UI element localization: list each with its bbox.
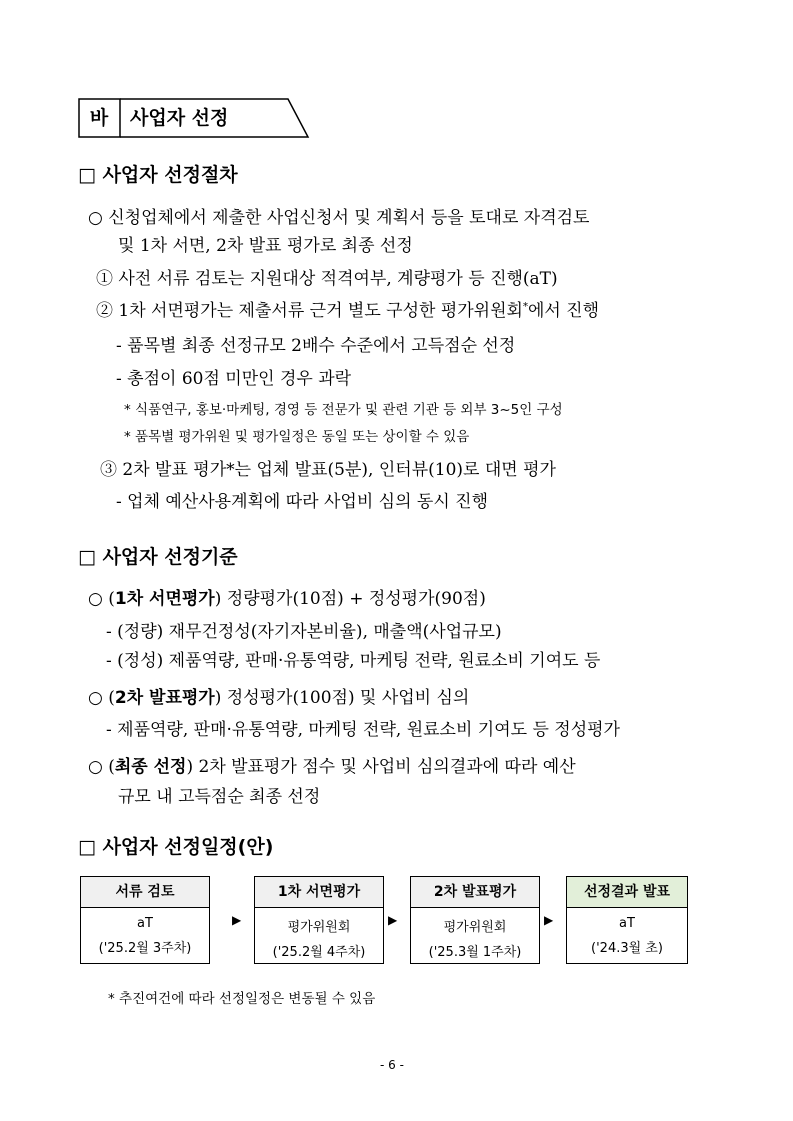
schedule-step-title: 선정결과 발표 xyxy=(567,877,687,908)
procedure-step1: ① 사전 서류 검토는 지원대상 적격여부, 계량평가 등 진행(aT) xyxy=(96,269,558,289)
schedule-step-presentation-eval xyxy=(410,876,540,964)
criteria-item2-close: ) xyxy=(214,688,222,708)
schedule-step-document-review xyxy=(80,876,210,964)
procedure-step2 xyxy=(96,296,599,321)
procedure-heading: □ 사업자 선정절차 xyxy=(78,164,238,186)
criteria-item1-prefix: ○ ( xyxy=(88,589,115,609)
schedule-step-who: 평가위원회 xyxy=(287,920,351,935)
procedure-step2-note1: * 식품연구, 홍보·마케팅, 경영 등 전문가 및 관련 기관 등 외부 3~5인 구성 xyxy=(124,402,563,418)
schedule-step-when: ('25.2월 3주차) xyxy=(98,941,192,956)
procedure-step3: ③ 2차 발표 평가*는 업체 발표(5분), 인터뷰(10)로 대면 평가 xyxy=(100,460,556,480)
procedure-step2-note2: * 품목별 평가위원 및 평가일정은 동일 또는 상이할 수 있음 xyxy=(124,429,470,445)
schedule-step-title: 1차 서면평가 xyxy=(255,877,383,908)
criteria-item1-label: 1차 서면평가 xyxy=(114,589,215,609)
criteria-item3-line2: 규모 내 고득점순 최종 선정 xyxy=(118,787,321,807)
criteria-item1-text: 정량평가(10점) + 정성평가(90점) xyxy=(221,589,486,609)
criteria-item1-sub2: - (정성) 제품역량, 판매·유통역량, 마케팅 전략, 원료소비 기여도 등 xyxy=(106,651,601,671)
schedule-step-result-announcement xyxy=(566,876,688,964)
schedule-step-written-eval xyxy=(254,876,384,964)
criteria-item3-text: 2차 발표평가 점수 및 사업비 심의결과에 따라 예산 xyxy=(193,757,576,777)
schedule-step-title: 서류 검토 xyxy=(81,877,209,908)
procedure-step2-sub1: - 품목별 최종 선정규모 2배수 수준에서 고득점순 선정 xyxy=(116,336,516,356)
criteria-item3-prefix: ○ ( xyxy=(88,757,115,777)
criteria-item1-close: ) xyxy=(214,589,222,609)
arrow-right-icon: ▶ xyxy=(544,913,554,927)
procedure-step2-main: ② 1차 서면평가는 제출서류 근거 별도 구성한 평가위원회 xyxy=(96,301,523,321)
procedure-step3-sub: - 업체 예산사용계획에 따라 사업비 심의 동시 진행 xyxy=(116,492,489,512)
criteria-item2 xyxy=(88,683,469,708)
criteria-item2-text: 정성평가(100점) 및 사업비 심의 xyxy=(221,688,470,708)
schedule-step-when: ('25.3월 1주차) xyxy=(428,945,522,960)
schedule-step-when: ('25.2월 4주차) xyxy=(272,945,366,960)
arrow-right-icon: ▶ xyxy=(232,913,242,927)
schedule-heading: □ 사업자 선정일정(안) xyxy=(78,836,274,858)
criteria-item2-prefix: ○ ( xyxy=(88,688,115,708)
criteria-item1-sub1: - (정량) 재무건정성(자기자본비율), 매출액(사업규모) xyxy=(106,622,502,642)
criteria-item3-label: 최종 선정 xyxy=(114,757,187,777)
procedure-intro-line2: 및 1차 서면, 2차 발표 평가로 최종 선정 xyxy=(118,236,413,256)
schedule-step-title: 2차 발표평가 xyxy=(411,877,539,908)
criteria-item3 xyxy=(88,752,576,777)
schedule-note: * 추진여건에 따라 선정일정은 변동될 수 있음 xyxy=(108,991,376,1007)
schedule-step-when: ('24.3월 초) xyxy=(591,941,663,956)
procedure-step2-sup: * xyxy=(522,301,528,313)
procedure-step2-tail: 에서 진행 xyxy=(527,301,600,321)
criteria-heading: □ 사업자 선정기준 xyxy=(78,546,238,568)
criteria-item3-close: ) xyxy=(186,757,194,777)
schedule-step-who: aT xyxy=(137,916,153,931)
criteria-item2-label: 2차 발표평가 xyxy=(114,688,215,708)
section-header xyxy=(78,98,310,138)
procedure-step2-sub2: - 총점이 60점 미만인 경우 과락 xyxy=(116,369,352,389)
schedule-step-who: 평가위원회 xyxy=(443,920,507,935)
arrow-right-icon: ▶ xyxy=(388,913,398,927)
section-number: 바 xyxy=(89,107,109,129)
schedule-step-who: aT xyxy=(619,916,635,931)
criteria-item1 xyxy=(88,584,486,609)
criteria-item2-sub1: - 제품역량, 판매·유통역량, 마케팅 전략, 원료소비 기여도 등 정성평가 xyxy=(106,720,620,740)
procedure-intro-line1: ○ 신청업체에서 제출한 사업신청서 및 계획서 등을 토대로 자격검토 xyxy=(88,208,590,228)
page-number: - 6 - xyxy=(380,1058,404,1072)
section-title: 사업자 선정 xyxy=(130,107,229,129)
